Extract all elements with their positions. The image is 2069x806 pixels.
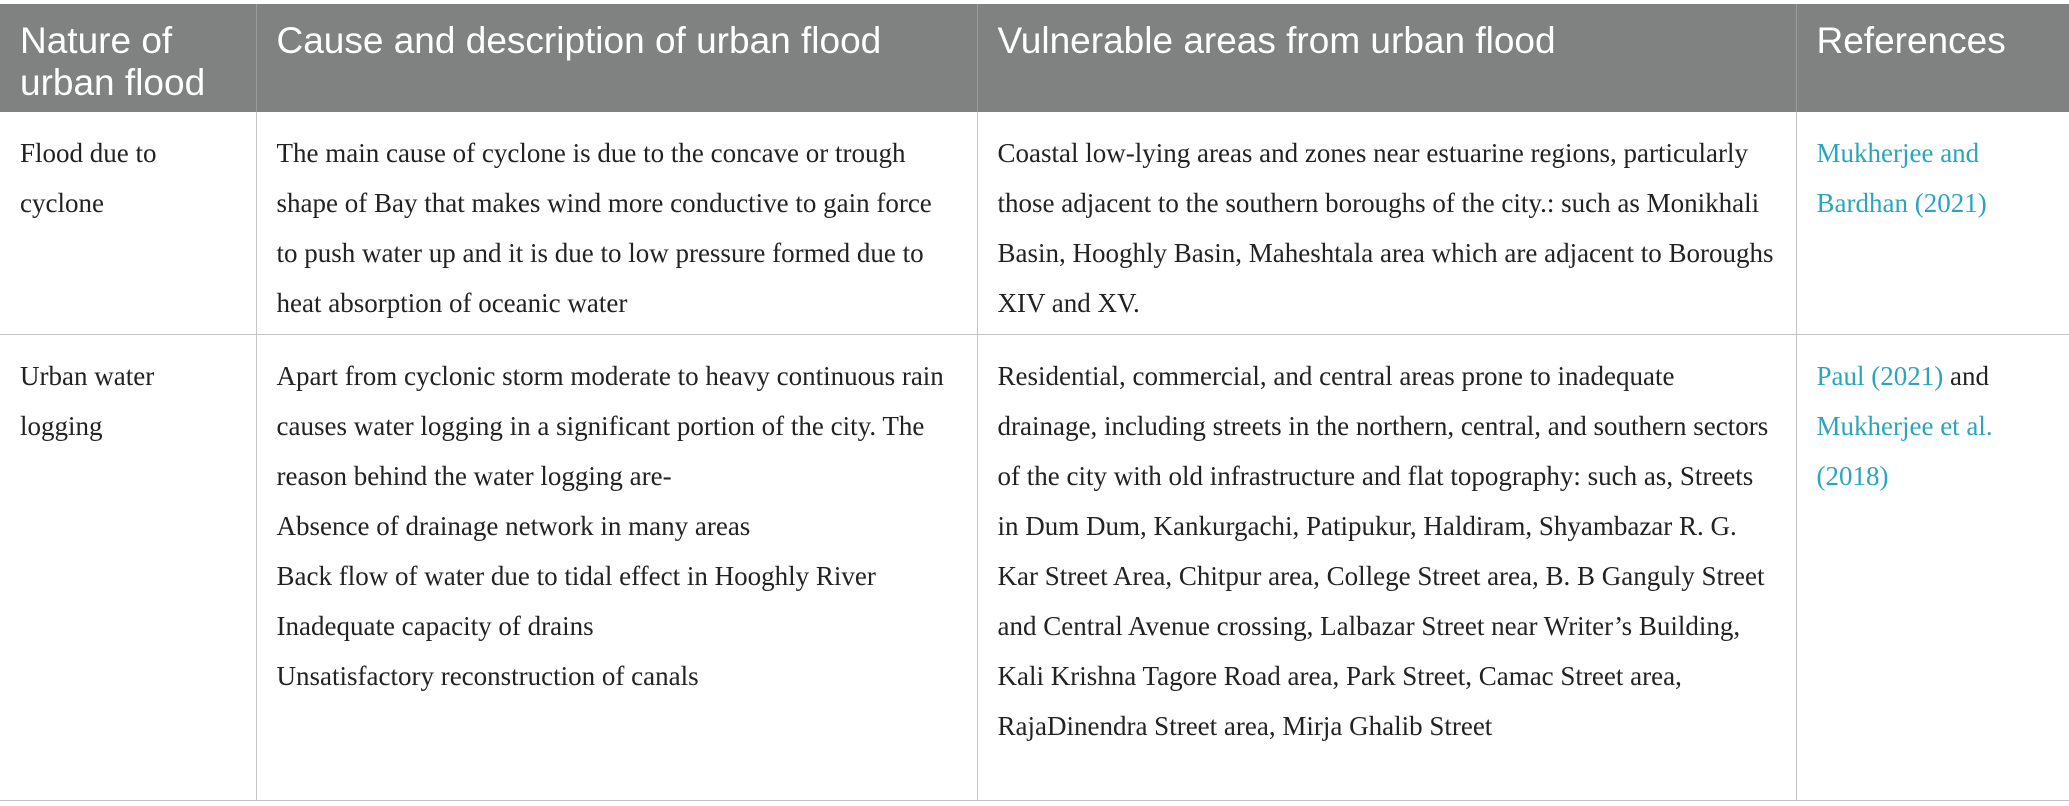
table-row (0, 335, 2069, 801)
reference-joiner: and (1949, 361, 1989, 391)
header-vulnerable: Vulnerable areas from urban flood (977, 4, 1796, 112)
cause-cell: The main cause of cyclone is due to the concave or trough shape of Bay that makes wind more conductive to gain force to push water up and it is due to low pressure formed due to heat absorption of oceanic water (256, 112, 977, 335)
cause-point: Unsatisfactory reconstruction of canals (276, 661, 699, 691)
cause-cell (256, 335, 977, 801)
vulnerable-cell: Residential, commercial, and central areas prone to inadequate drainage, including streets in the northern, central, and southern sectors of the city with old infrastructure and flat topography: such as, Streets in Dum Dum, Kankurgachi, Patipukur, Haldiram, Shyambazar R. G. Kar Street Area, Chitpur area, College Street area, B. B Ganguly Street and Central Avenue crossing, Lalbazar Street near Writer’s Building, Kali Krishna Tagore Road area, Park Street, Camac Street area, RajaDinendra Street area, Mirja Ghalib Street (977, 335, 1796, 801)
reference-link[interactable]: Mukherjee et al. (2018) (1816, 411, 1993, 491)
cause-intro: Apart from cyclonic storm moderate to heavy continuous rain causes water logging in a significant portion of the city. The reason behind the water logging are- (276, 361, 944, 491)
nature-cell: Flood due to cyclone (0, 112, 256, 335)
urban-flood-table (0, 4, 2069, 801)
header-cause: Cause and description of urban flood (256, 4, 977, 112)
table-header (0, 4, 2069, 112)
reference-link[interactable]: Paul (2021) (1816, 361, 1944, 391)
reference-link[interactable]: Mukherjee and Bardhan (2021) (1816, 138, 1987, 218)
cause-point: Absence of drainage network in many areas (276, 511, 751, 541)
header-references: References (1796, 4, 2069, 112)
cause-point: Back flow of water due to tidal effect in Hooghly River (276, 561, 876, 591)
references-cell (1796, 112, 2069, 335)
references-cell (1796, 335, 2069, 801)
nature-cell: Urban water logging (0, 335, 256, 801)
cause-point: Inadequate capacity of drains (276, 611, 594, 641)
table-row (0, 112, 2069, 335)
header-nature: Nature of urban flood (0, 4, 256, 112)
vulnerable-cell: Coastal low-lying areas and zones near estuarine regions, particularly those adjacent to the southern boroughs of the city.: such as Monikhali Basin, Hooghly Basin, Maheshtala area which are adjacent to Boroughs XIV and XV. (977, 112, 1796, 335)
